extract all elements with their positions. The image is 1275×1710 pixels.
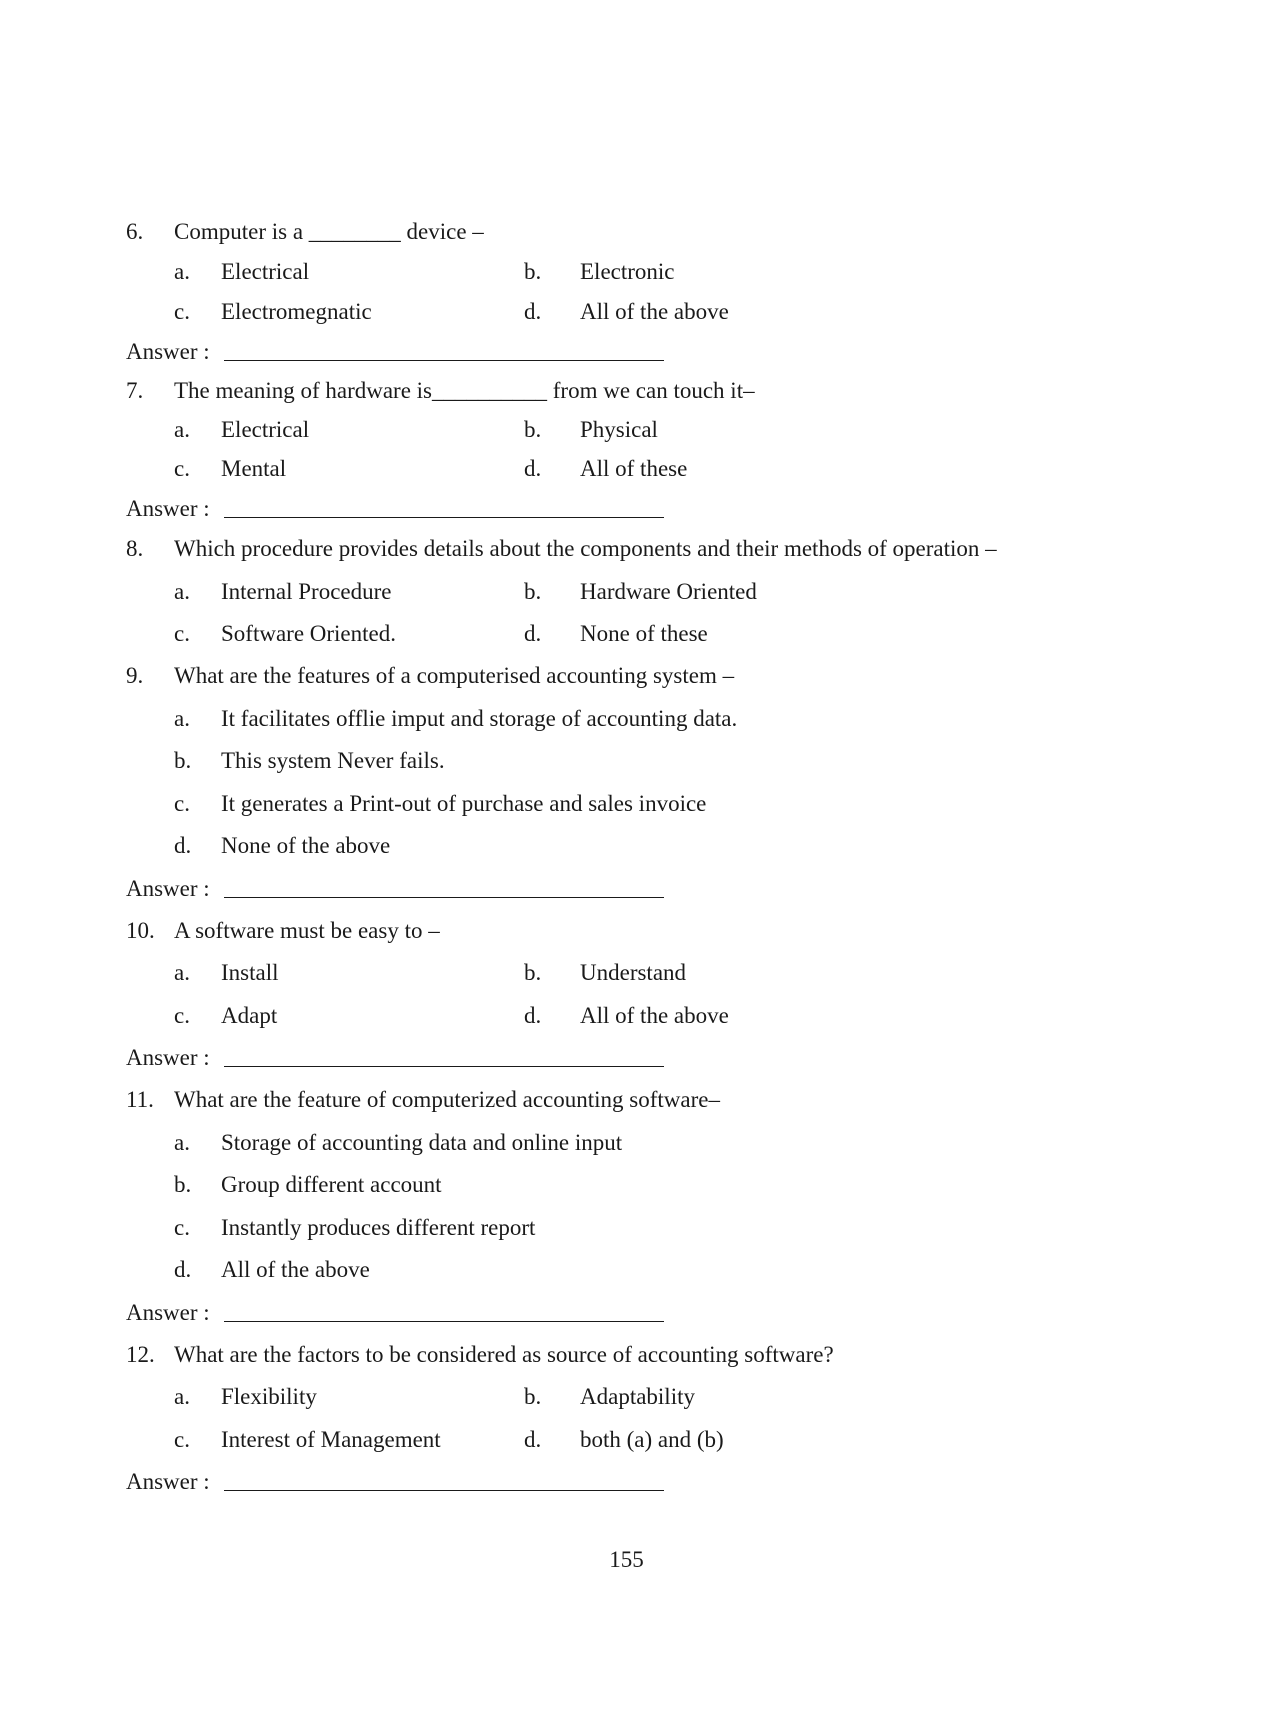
answer-label: Answer : xyxy=(126,876,210,901)
answer-label: Answer : xyxy=(126,496,210,521)
option-letter: c. xyxy=(174,1003,190,1028)
option-letter: a. xyxy=(174,1384,190,1409)
option-row xyxy=(0,786,1275,822)
option-text: Instantly produces different report xyxy=(221,1215,536,1240)
option-text: Hardware Oriented xyxy=(580,579,757,604)
option-text: All of the above xyxy=(221,1257,370,1282)
question-number: 10. xyxy=(126,918,155,943)
options-row xyxy=(0,412,1275,448)
option-letter: b. xyxy=(524,1384,542,1409)
option-text: It generates a Print-out of purchase and sales invoice xyxy=(221,791,707,816)
option-letter: a. xyxy=(174,960,190,985)
option-row xyxy=(0,701,1275,737)
option-letter: d. xyxy=(524,456,542,481)
answer-row xyxy=(0,871,1275,907)
option-text: Adaptability xyxy=(580,1384,695,1409)
option-letter: c. xyxy=(174,1215,190,1240)
options-row xyxy=(0,1379,1275,1415)
answer-label: Answer : xyxy=(126,1469,210,1494)
option-text: both (a) and (b) xyxy=(580,1427,724,1452)
question-12 xyxy=(0,1337,1275,1373)
option-row xyxy=(0,1252,1275,1288)
option-text: Flexibility xyxy=(221,1384,317,1409)
option-letter: a. xyxy=(174,579,190,604)
question-number: 12. xyxy=(126,1342,155,1367)
option-letter: a. xyxy=(174,1130,190,1155)
option-letter: b. xyxy=(524,259,542,284)
question-6 xyxy=(0,214,1275,250)
question-text: What are the features of a computerised accounting system – xyxy=(174,663,735,688)
question-text: What are the factors to be considered as source of accounting software? xyxy=(174,1342,834,1367)
question-10 xyxy=(0,913,1275,949)
option-text: All of the above xyxy=(580,1003,729,1028)
option-text: This system Never fails. xyxy=(221,748,445,773)
option-text: Understand xyxy=(580,960,687,985)
answer-label: Answer : xyxy=(126,339,210,364)
question-number: 7. xyxy=(126,378,144,403)
option-letter: b. xyxy=(174,1172,192,1197)
question-text: Computer is a ________ device – xyxy=(174,219,484,244)
option-text: Software Oriented. xyxy=(221,621,396,646)
option-text: All of the above xyxy=(580,299,729,324)
option-row xyxy=(0,828,1275,864)
option-letter: d. xyxy=(524,621,542,646)
options-row xyxy=(0,616,1275,652)
option-letter: c. xyxy=(174,1427,190,1452)
option-letter: b. xyxy=(524,579,542,604)
option-text: Electronic xyxy=(580,259,675,284)
options-row xyxy=(0,254,1275,290)
option-text: Physical xyxy=(580,417,658,442)
answer-label: Answer : xyxy=(126,1300,210,1325)
answer-row xyxy=(0,491,1275,527)
option-letter: b. xyxy=(174,748,192,773)
option-row xyxy=(0,1125,1275,1161)
answer-row xyxy=(0,334,1275,370)
option-text: All of these xyxy=(580,456,688,481)
question-number: 6. xyxy=(126,219,144,244)
options-row xyxy=(0,955,1275,991)
question-text: What are the feature of computerized accounting software– xyxy=(174,1087,720,1112)
option-letter: a. xyxy=(174,259,190,284)
option-text: It facilitates offlie imput and storage of accounting data. xyxy=(221,706,738,731)
options-row xyxy=(0,998,1275,1034)
options-row xyxy=(0,294,1275,330)
answer-label: Answer : xyxy=(126,1045,210,1070)
answer-row xyxy=(0,1464,1275,1500)
option-letter: b. xyxy=(524,960,542,985)
option-text: None of the above xyxy=(221,833,391,858)
option-text: Mental xyxy=(221,456,287,481)
question-number: 8. xyxy=(126,536,144,561)
option-text: Electromegnatic xyxy=(221,299,372,324)
option-text: Electrical xyxy=(221,417,310,442)
question-9 xyxy=(0,658,1275,694)
option-letter: c. xyxy=(174,299,190,324)
option-row xyxy=(0,743,1275,779)
option-letter: d. xyxy=(524,1427,542,1452)
option-letter: c. xyxy=(174,456,190,481)
answer-blank-line[interactable] xyxy=(224,897,664,898)
option-row xyxy=(0,1210,1275,1246)
answer-blank-line[interactable] xyxy=(224,1490,664,1491)
question-text: Which procedure provides details about the components and their methods of operation – xyxy=(174,536,997,561)
answer-blank-line[interactable] xyxy=(224,1066,664,1067)
option-letter: d. xyxy=(524,1003,542,1028)
option-letter: c. xyxy=(174,621,190,646)
answer-row xyxy=(0,1295,1275,1331)
option-letter: d. xyxy=(174,1257,192,1282)
options-row xyxy=(0,1422,1275,1458)
option-letter: d. xyxy=(174,833,192,858)
option-text: Adapt xyxy=(221,1003,278,1028)
option-letter: c. xyxy=(174,791,190,816)
question-text: A software must be easy to – xyxy=(174,918,440,943)
question-7 xyxy=(0,373,1275,409)
option-text: Electrical xyxy=(221,259,310,284)
option-letter: a. xyxy=(174,706,190,731)
question-11 xyxy=(0,1082,1275,1118)
answer-blank-line[interactable] xyxy=(224,1321,664,1322)
question-number: 9. xyxy=(126,663,144,688)
options-row xyxy=(0,574,1275,610)
question-8 xyxy=(0,531,1275,567)
option-text: Interest of Management xyxy=(221,1427,441,1452)
option-text: Group different account xyxy=(221,1172,442,1197)
question-number: 11. xyxy=(126,1087,154,1112)
option-letter: d. xyxy=(524,299,542,324)
options-row xyxy=(0,451,1275,487)
option-text: Internal Procedure xyxy=(221,579,392,604)
page-number: 155 xyxy=(609,1547,644,1572)
answer-row xyxy=(0,1040,1275,1076)
option-text: Storage of accounting data and online input xyxy=(221,1130,623,1155)
option-letter: b. xyxy=(524,417,542,442)
option-row xyxy=(0,1167,1275,1203)
answer-blank-line[interactable] xyxy=(224,517,664,518)
answer-blank-line[interactable] xyxy=(224,360,664,361)
question-text: The meaning of hardware is__________ from we can touch it– xyxy=(174,378,755,403)
option-text: None of these xyxy=(580,621,708,646)
option-text: Install xyxy=(221,960,279,985)
option-letter: a. xyxy=(174,417,190,442)
